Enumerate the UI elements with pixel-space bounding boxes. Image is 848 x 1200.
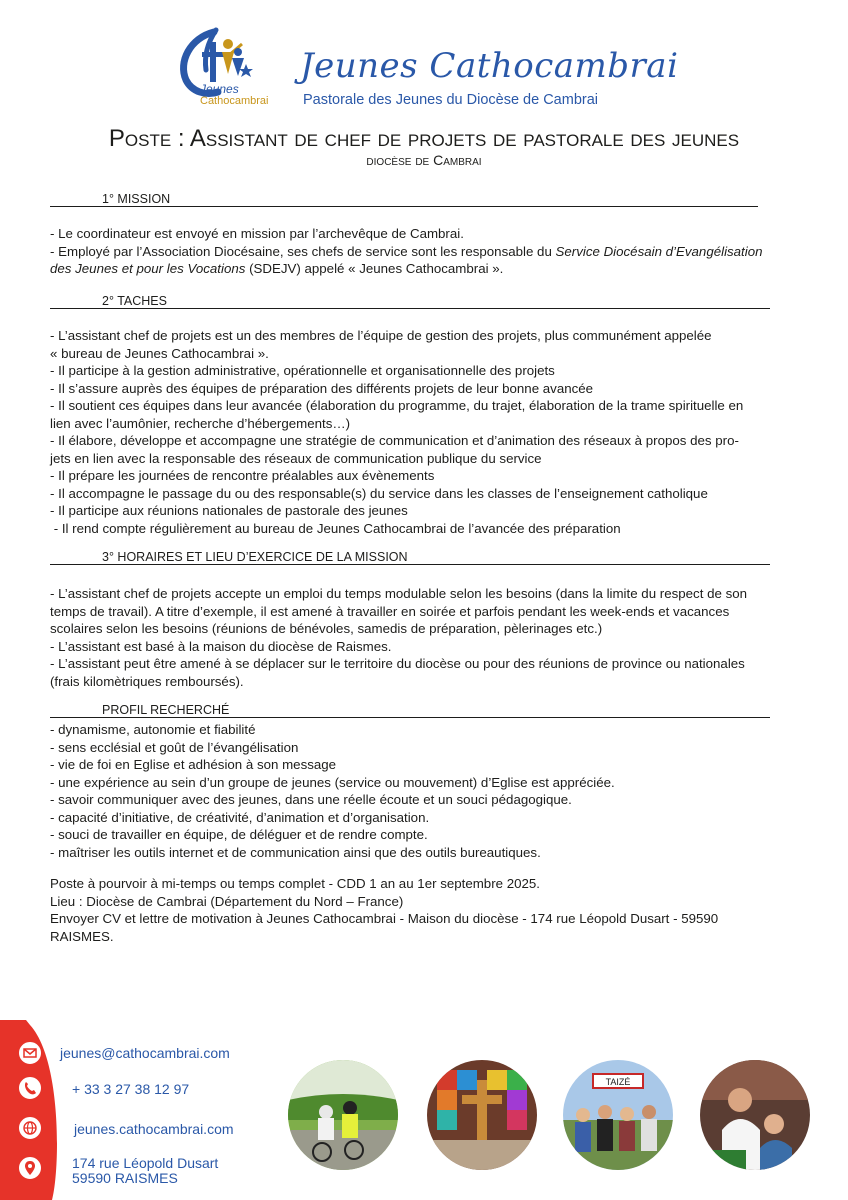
mission-line: des Jeunes et pour les Vocations (SDEJV) appelé « Jeunes Cathocambrai ». [50,261,504,276]
closing-line: Envoyer CV et lettre de motivation à Jeunes Cathocambrai - Maison du diocèse - 174 rue Léopold Dusart - 59590 [50,911,719,926]
section-heading-mission: 1° MISSION [50,192,758,207]
closing-line: RAISMES. [50,928,114,944]
taches-line: - Il rend compte régulièrement au bureau de Jeunes Cathocambrai de l’avancée des préparation [50,520,621,536]
horaires-line: temps de travail). A titre d’exemple, il est amené à travailler en soirée et parfois pendant les week-ends et vacances [50,603,730,619]
section-heading-taches: 2° TACHES [50,294,770,309]
photo-sign-text: TAIZÉ [605,1077,631,1087]
section-body-taches [50,327,798,537]
brand-subtitle: Pastorale des Jeunes du Diocèse de Cambrai [303,92,598,108]
contact-email[interactable]: jeunes@cathocambrai.com [60,1045,230,1061]
logo-text-jeunes: Jeunes [200,82,239,96]
contact-address-line1: 174 rue Léopold Dusart [72,1155,219,1171]
contact-website[interactable]: jeunes.cathocambrai.com [74,1121,234,1137]
taches-line: - Il s’assure auprès des équipes de préparation des différents projets de leur bonne avancée [50,380,594,396]
horaires-line: scolaires selon les besoins (réunions de bénévoles, samedis de préparation, pèlerinages etc.) [50,621,603,636]
profil-line: - souci de travailler en équipe, de déléguer et de rendre compte. [50,827,428,842]
taches-line: - Il élabore, développe et accompagne une stratégie de communication et d’animation des réseaux à propos des pro- [50,433,739,448]
profil-line: - capacité d’initiative, de créativité, d’animation et d’organisation. [50,809,430,825]
logo-text-cathocambrai: Cathocambrai [200,95,269,107]
globe-icon [17,1115,43,1141]
horaires-line: (frais kilomètriques remboursés). [50,673,244,689]
photo-cyclists [288,1060,398,1170]
section-body-horaires [50,585,798,690]
profil-line: - savoir communiquer avec des jeunes, dans une réelle écoute et un souci pédagogique. [50,792,572,807]
brand-title: Jeunes Cathocambrai [300,46,679,86]
mission-line: - Employé par l’Association Diocésaine, ses chefs de service sont les responsable du Service Diocésain d’Evangélisation [50,243,763,259]
location-pin-icon [17,1155,43,1181]
taches-line: lien avec l’aumônier, recherche d’hébergements…) [50,415,351,431]
taches-line: - Il accompagne le passage du ou des responsable(s) du service dans les classes de l’enseignement catholique [50,485,708,501]
mission-line: - Le coordinateur est envoyé en mission par l’archevêque de Cambrai. [50,226,464,241]
horaires-line: - L’assistant est basé à la maison du diocèse de Raismes. [50,638,392,654]
section-heading-horaires: 3° HORAIRES ET LIEU D’EXERCICE DE LA MISSION [50,550,770,565]
closing-line: Lieu : Diocèse de Cambrai (Département du Nord – France) [50,893,404,909]
profil-line: - une expérience au sein d’un groupe de jeunes (service ou mouvement) d’Eglise est appréciée. [50,774,615,790]
taches-line: jets en lien avec la responsable des réseaux de communication publique du service [50,450,542,466]
section-body-profil [50,721,798,861]
closing-line: Poste à pourvoir à mi-temps ou temps complet - CDD 1 an au 1er septembre 2025. [50,876,540,891]
taches-line: - Il soutient ces équipes dans leur avancée (élaboration du programme, du trajet, élaboration de la trame spirituelle en [50,398,744,413]
taches-line: - Il participe à la gestion administrative, opérationnelle et organisationnelle des projets [50,363,555,378]
taches-line: « bureau de Jeunes Cathocambrai ». [50,345,269,361]
profil-line: - sens ecclésial et goût de l’évangélisation [50,739,299,755]
taches-line: - L’assistant chef de projets est un des membres de l’équipe de gestion des projets, plus communément appelée [50,328,712,343]
profil-line: - vie de foi en Eglise et adhésion à son message [50,757,337,772]
closing-block [50,875,798,945]
photo-volunteer-care [700,1060,810,1170]
profil-line: - maîtriser les outils internet et de communication ainsi que des outils bureautiques. [50,844,541,860]
photo-chapel-cross [427,1060,537,1170]
section-heading-profil: PROFIL RECHERCHÉ [50,703,770,718]
mail-icon [17,1040,43,1066]
profil-line: - dynamisme, autonomie et fiabilité [50,722,256,737]
contact-address-line2: 59590 RAISMES [72,1170,178,1186]
contact-phone[interactable]: + 33 3 27 38 12 97 [72,1081,190,1097]
horaires-line: - L’assistant peut être amené à se déplacer sur le territoire du diocèse ou pour des réunions de province ou nationales [50,656,745,671]
section-body-mission [50,225,798,278]
taches-line: - Il prépare les journées de rencontre préalables aux évènements [50,468,435,483]
horaires-line: - L’assistant chef de projets accepte un emploi du temps modulable selon les besoins (dans la limite du respect de son [50,586,748,601]
page-subtitle: diocèse de Cambrai [366,152,482,168]
page-title: Poste : Assistant de chef de projets de pastorale des jeunes [108,125,740,152]
phone-icon [17,1075,43,1101]
taches-line: - Il participe aux réunions nationales de pastorale des jeunes [50,503,408,518]
photo-taize-group [563,1060,673,1170]
